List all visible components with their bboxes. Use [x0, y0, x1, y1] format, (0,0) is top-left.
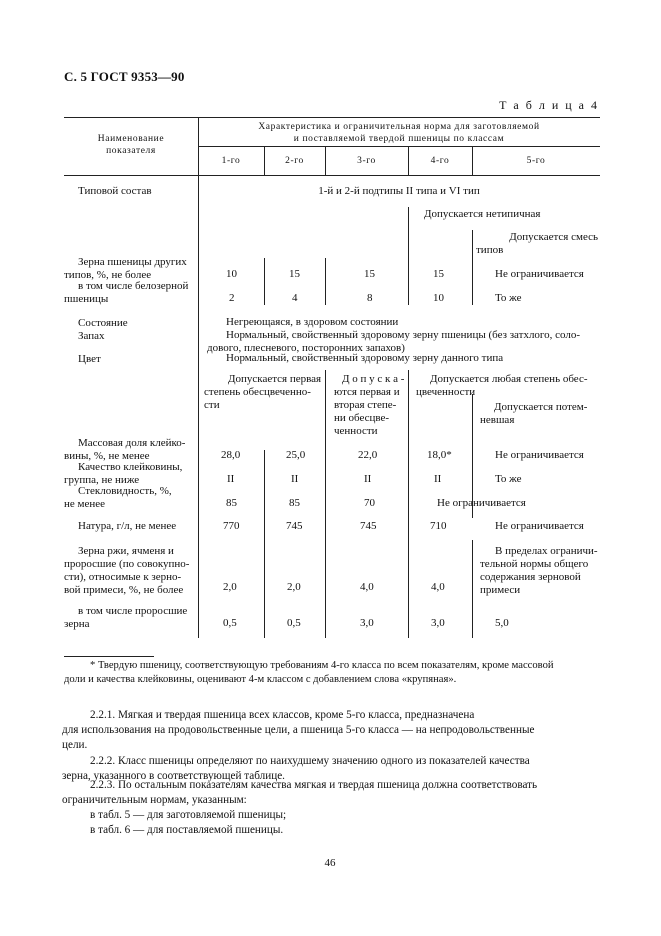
- nature-3: 745: [360, 520, 377, 532]
- sprouted-1: 0,5: [223, 617, 237, 629]
- type-note-5: Допускается смесь типов: [476, 231, 598, 256]
- class-header-5: 5-го: [526, 156, 546, 166]
- other-wheat-1: 10: [226, 268, 237, 280]
- group-header-rule: [198, 146, 600, 147]
- gluten-quality-1: II: [227, 473, 235, 485]
- body-divider-2b: [325, 370, 326, 638]
- class-header-2: 2-го: [285, 156, 304, 166]
- class-header-3: 3-го: [357, 156, 376, 166]
- gluten-label: Массовая доля клейко- вины, %, не менее: [64, 437, 186, 462]
- body-divider-1a: [264, 258, 265, 305]
- vitreous-2: 85: [289, 497, 300, 509]
- vitreous-label: Стекловидность, %, не менее: [64, 485, 172, 510]
- class-header-4: 4-го: [430, 156, 450, 166]
- gluten-quality-3: II: [364, 473, 372, 485]
- gluten-quality-5: То же: [495, 473, 522, 485]
- other-wheat-5: Не ограничивается: [495, 268, 584, 280]
- table-label: Т а б л и ц а 4: [499, 98, 599, 112]
- rye-3: 4,0: [360, 581, 374, 593]
- gluten-quality-label: Качество клейковины, группа, не ниже: [64, 461, 183, 486]
- smell-value: Нормальный, свойственный здоровому зерну пшеницы (без затхлого, соло- дового, плесневого, посторонних запахов): [207, 329, 581, 354]
- body-divider-4a: [472, 230, 473, 305]
- reference-item: в табл. 6 — для поставляемой пшеницы.: [90, 824, 284, 836]
- body-divider-2a: [325, 258, 326, 305]
- sprouted-label: в том числе проросшие зерна: [64, 605, 188, 630]
- sprouted-2: 0,5: [287, 617, 301, 629]
- body-divider-3a: [408, 207, 409, 305]
- state-label: Состояние: [78, 317, 128, 329]
- rye-2: 2,0: [287, 581, 301, 593]
- nature-label: Натура, г/л, не менее: [78, 520, 177, 532]
- discolor-cols-1-2: Допускается первая степень обесцвеченно- сти: [204, 373, 322, 411]
- reference-item: в табл. 5 — для заготовляемой пшеницы;: [90, 809, 287, 821]
- vitreous-3: 70: [364, 497, 375, 509]
- sprouted-5: 5,0: [495, 617, 509, 629]
- paragraph-2-2-2: 2.2.2. Класс пшеницы определяют по наихудшему значению одного из показателей качества зерна, указанного в соответствующей таблице.: [62, 755, 530, 782]
- type-label: Типовой состав: [78, 185, 152, 197]
- reference-list: [90, 808, 286, 838]
- gluten-5: Не ограничивается: [495, 449, 584, 461]
- sprouted-3: 3,0: [360, 617, 374, 629]
- discolor-col-5: Допускается потем- невшая: [480, 401, 588, 426]
- type-value: 1-й и 2-й подтипы II типа и VI тип: [318, 185, 480, 197]
- white-wheat-2: 4: [292, 292, 298, 304]
- type-note-4: Допускается нетипичная: [424, 208, 541, 220]
- body-divider-4c: [472, 540, 473, 638]
- other-wheat-2: 15: [289, 268, 300, 280]
- white-wheat-4: 10: [433, 292, 444, 304]
- discolor-cols-4-5: Допускается любая степень обес- цвеченности: [416, 373, 588, 398]
- other-wheat-3: 15: [364, 268, 375, 280]
- vitreous-1: 85: [226, 497, 237, 509]
- nature-5: Не ограничивается: [495, 520, 584, 532]
- rye-5: В пределах ограничи- тельной нормы общего содержания зерновой примеси: [480, 545, 598, 596]
- paragraph-2-2-1: 2.2.1. Мягкая и твердая пшеница всех классов, кроме 5-го класса, предназначена для использования на продовольственные цели, а пшеница 5-го класса — на непродовольственные цели.: [62, 709, 535, 751]
- other-wheat-4: 15: [433, 268, 444, 280]
- white-wheat-5: То же: [495, 292, 522, 304]
- body-divider-3b: [408, 370, 409, 638]
- body-divider-1b: [264, 450, 265, 638]
- state-value: Негреющаяся, в здоровом состоянии: [226, 316, 399, 328]
- gluten-1: 28,0: [221, 449, 241, 461]
- gluten-4: 18,0*: [427, 449, 452, 461]
- gluten-quality-4: II: [434, 473, 442, 485]
- rye-4: 4,0: [431, 581, 445, 593]
- rye-1: 2,0: [223, 581, 237, 593]
- color-label: Цвет: [78, 353, 101, 365]
- nature-4: 710: [430, 520, 447, 532]
- gluten-2: 25,0: [286, 449, 306, 461]
- color-value: Нормальный, свойственный здоровому зерну данного типа: [226, 352, 504, 364]
- rye-label: Зерна ржи, ячменя и проросшие (по совокупно- сти), относимые к зерно- вой примеси, %, не более: [64, 545, 190, 596]
- group-header: Характеристика и ограничительная норма для заготовляемой и поставляемой твердой пшеницы по классам: [258, 122, 540, 144]
- page-number: 46: [324, 857, 336, 869]
- discolor-col-3: Д о п у с к а - ются первая и вторая степе- ни обесцве- ченности: [334, 373, 405, 437]
- gluten-3: 22,0: [358, 449, 378, 461]
- smell-label: Запах: [78, 330, 105, 342]
- name-column-header: Наименование показателя: [97, 134, 165, 156]
- footnote-rule: [64, 656, 154, 657]
- gluten-quality-2: II: [291, 473, 299, 485]
- table-top-rule: [64, 117, 600, 118]
- class-header-1: 1-го: [221, 156, 241, 166]
- footnote: * Твердую пшеницу, соответствующую требованиям 4-го класса по всем показателям, кроме массовой доли и качества клейковины, оценивают 4-м классом с добавлением слова «крупяная».: [64, 660, 554, 685]
- other-wheat-label: Зерна пшеницы других типов, %, не более: [64, 256, 187, 281]
- sprouted-4: 3,0: [431, 617, 445, 629]
- page-header: С. 5 ГОСТ 9353—90: [64, 69, 185, 84]
- nature-1: 770: [223, 520, 240, 532]
- header-bottom-rule: [64, 175, 600, 176]
- white-wheat-1: 2: [229, 292, 235, 304]
- paragraph-2-2-3: 2.2.3. По остальным показателям качества мягкая и твердая пшеница должна соответствовать ограничительным нормам, указанным:: [62, 779, 538, 806]
- white-wheat-3: 8: [367, 292, 373, 304]
- white-wheat-label: в том числе белозерной пшеницы: [64, 280, 189, 305]
- vitreous-4-5: Не ограничивается: [437, 497, 526, 509]
- nature-2: 745: [286, 520, 303, 532]
